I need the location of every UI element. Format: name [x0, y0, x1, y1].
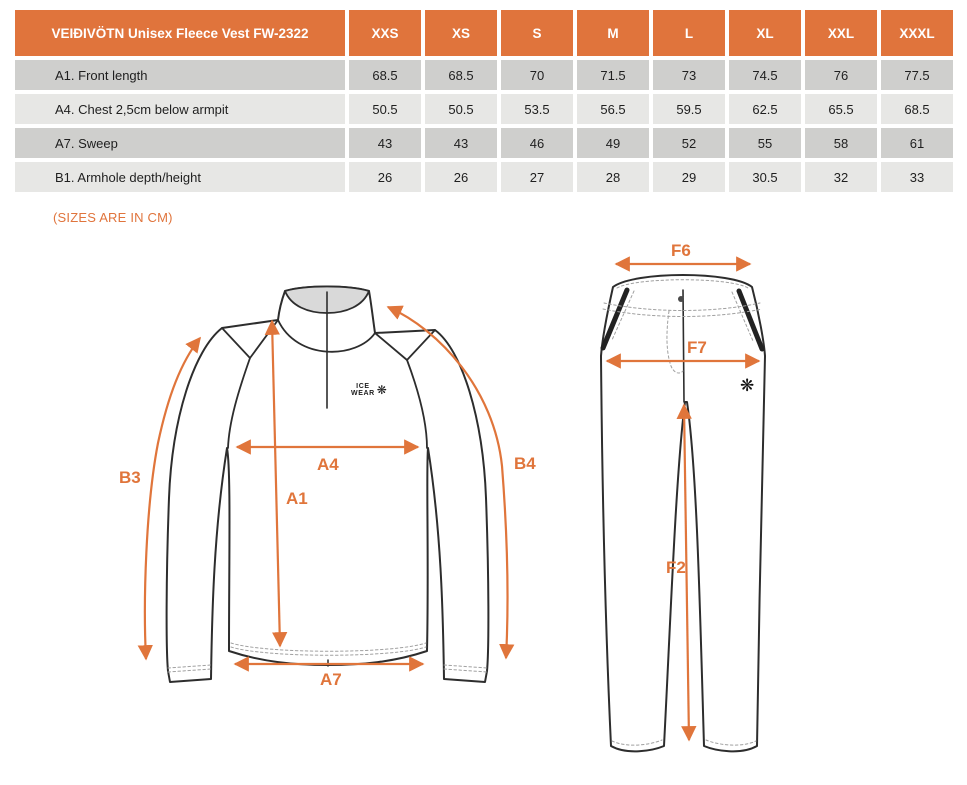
measurement-label: A7. Sweep [15, 128, 345, 158]
measurement-value: 27 [501, 162, 573, 192]
measurement-label: B1. Armhole depth/height [15, 162, 345, 192]
units-note: (SIZES ARE IN CM) [53, 210, 173, 225]
size-header-l: L [653, 10, 725, 56]
measurement-value: 73 [653, 60, 725, 90]
size-header-xxs: XXS [349, 10, 421, 56]
measure-label-a7: A7 [320, 670, 342, 689]
measurement-value: 61 [881, 128, 953, 158]
measure-label-b3: B3 [119, 468, 141, 487]
measurement-value: 26 [425, 162, 497, 192]
measurement-label: A1. Front length [15, 60, 345, 90]
measurement-value: 56.5 [577, 94, 649, 124]
measurement-value: 50.5 [425, 94, 497, 124]
measurement-value: 74.5 [729, 60, 801, 90]
measurement-value: 46 [501, 128, 573, 158]
measurement-value: 26 [349, 162, 421, 192]
measurement-label: A4. Chest 2,5cm below armpit [15, 94, 345, 124]
measurement-value: 30.5 [729, 162, 801, 192]
measurement-value: 65.5 [805, 94, 877, 124]
size-header-m: M [577, 10, 649, 56]
measurement-value: 50.5 [349, 94, 421, 124]
fleece-top-drawing [167, 287, 489, 683]
measurement-value: 59.5 [653, 94, 725, 124]
size-header-xl: XL [729, 10, 801, 56]
logo-line-1: ICE [356, 383, 370, 390]
measure-label-f6: F6 [671, 241, 691, 260]
measurement-value: 43 [349, 128, 421, 158]
table-title: VEIÐIVÖTN Unisex Fleece Vest FW-2322 [15, 10, 345, 56]
measurement-value: 68.5 [349, 60, 421, 90]
measurement-value: 43 [425, 128, 497, 158]
icewear-logo [351, 383, 387, 397]
measure-label-f7: F7 [687, 338, 707, 357]
logo-line-2: WEAR [351, 390, 375, 397]
measurement-value: 77.5 [881, 60, 953, 90]
size-header-s: S [501, 10, 573, 56]
pants-drawing [601, 275, 765, 751]
measurement-value: 55 [729, 128, 801, 158]
size-header-xxxl: XXXL [881, 10, 953, 56]
measurement-value: 68.5 [881, 94, 953, 124]
size-header-xs: XS [425, 10, 497, 56]
measurement-value: 68.5 [425, 60, 497, 90]
measure-label-f2: F2 [666, 558, 686, 577]
size-header-xxl: XXL [805, 10, 877, 56]
measurement-value: 29 [653, 162, 725, 192]
measurement-value: 28 [577, 162, 649, 192]
fly-line [683, 290, 684, 402]
measurement-value: 32 [805, 162, 877, 192]
icewear-logo-text [351, 383, 375, 397]
measure-label-a1: A1 [286, 489, 308, 508]
snowflake-icon: ❋ [376, 383, 387, 397]
measurement-value: 70 [501, 60, 573, 90]
measurement-value: 52 [653, 128, 725, 158]
measure-label-b4: B4 [514, 454, 536, 473]
waist-button [678, 296, 684, 302]
measurement-value: 33 [881, 162, 953, 192]
measurement-value: 76 [805, 60, 877, 90]
measure-label-a4: A4 [317, 455, 339, 474]
measurement-value: 49 [577, 128, 649, 158]
measurement-value: 53.5 [501, 94, 573, 124]
measurement-value: 62.5 [729, 94, 801, 124]
snowflake-icon: ❋ [740, 376, 755, 395]
measurement-value: 58 [805, 128, 877, 158]
measurement-value: 71.5 [577, 60, 649, 90]
